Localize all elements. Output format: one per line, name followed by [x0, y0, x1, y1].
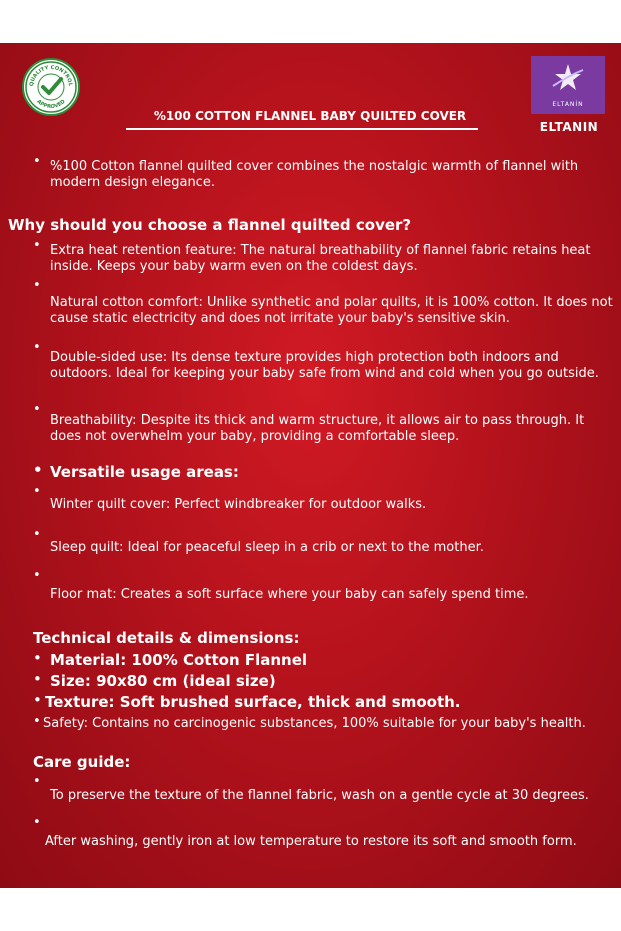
tech-item-texture: Texture: Soft brushed surface, thick and smooth. — [45, 693, 461, 711]
title-underline — [126, 128, 478, 130]
bullet-icon: • — [33, 461, 43, 479]
tech-item-size: Size: 90x80 cm (ideal size) — [50, 672, 276, 690]
bullet-icon: • — [33, 815, 41, 830]
why-item-2: Natural cotton comfort: Unlike synthetic and polar quilts, it is 100% cotton. It does not cause static electricity and does not irritate your baby's sensitive skin. — [50, 295, 613, 326]
bullet-icon: • — [33, 484, 41, 499]
usage-heading: Versatile usage areas: — [50, 463, 239, 481]
bullet-icon: • — [33, 278, 41, 293]
bullet-icon: • — [33, 670, 42, 688]
bullet-icon: • — [33, 568, 41, 583]
brand-name: ELTANIN — [539, 120, 599, 134]
tech-item-material: Material: 100% Cotton Flannel — [50, 651, 308, 669]
usage-item-2: Sleep quilt: Ideal for peaceful sleep in a crib or next to the mother. — [50, 540, 484, 555]
intro-text: %100 Cotton flannel quilted cover combines the nostalgic warmth of flannel with modern design elegance. — [50, 159, 579, 190]
quality-approved-badge-icon — [22, 58, 80, 116]
checkmark-icon — [43, 79, 61, 93]
why-item-4: Breathability: Despite its thick and warm structure, it allows air to pass through. It does not overwhelm your baby, providing a comfortable sleep. — [50, 413, 585, 444]
why-heading: Why should you choose a flannel quilted cover? — [8, 216, 412, 234]
why-item-3: Double-sided use: Its dense texture provides high protection both indoors and outdoors. Ideal for keeping your baby safe from wind and cold when you go outside. — [50, 350, 599, 381]
care-item-2: After washing, gently iron at low temperature to restore its soft and smooth form. — [45, 834, 577, 849]
badge-bottom-text: APPROVED — [35, 98, 67, 111]
tech-heading: Technical details & dimensions: — [33, 629, 300, 647]
bullet-icon: • — [33, 402, 41, 417]
logo-text: ELTANİN — [552, 101, 584, 108]
care-heading: Care guide: — [33, 753, 131, 771]
tech-item-safety: Safety: Contains no carcinogenic substances, 100% suitable for your baby's health. — [43, 716, 586, 731]
bullet-icon: • — [33, 649, 42, 667]
bullet-icon: • — [33, 154, 41, 169]
page-title: %100 COTTON FLANNEL BABY QUILTED COVER — [153, 109, 467, 123]
bullet-icon: • — [33, 774, 41, 789]
bullet-icon: • — [33, 527, 41, 542]
bullet-icon: • — [33, 340, 41, 355]
usage-item-3: Floor mat: Creates a soft surface where your baby can safely spend time. — [50, 587, 529, 602]
eltanin-logo — [531, 56, 605, 114]
bullet-icon: • — [33, 238, 41, 253]
care-item-1: To preserve the texture of the flannel fabric, wash on a gentle cycle at 30 degrees. — [50, 788, 589, 803]
why-item-1: Extra heat retention feature: The natural breathability of flannel fabric retains heat inside. Keeps your baby warm even on the coldest days. — [50, 243, 591, 274]
bullet-icon: • — [33, 691, 42, 709]
bullet-icon: • — [33, 714, 41, 729]
badge-top-text: QUALITY CONTROL — [28, 64, 74, 87]
usage-item-1: Winter quilt cover: Perfect windbreaker for outdoor walks. — [50, 497, 427, 512]
